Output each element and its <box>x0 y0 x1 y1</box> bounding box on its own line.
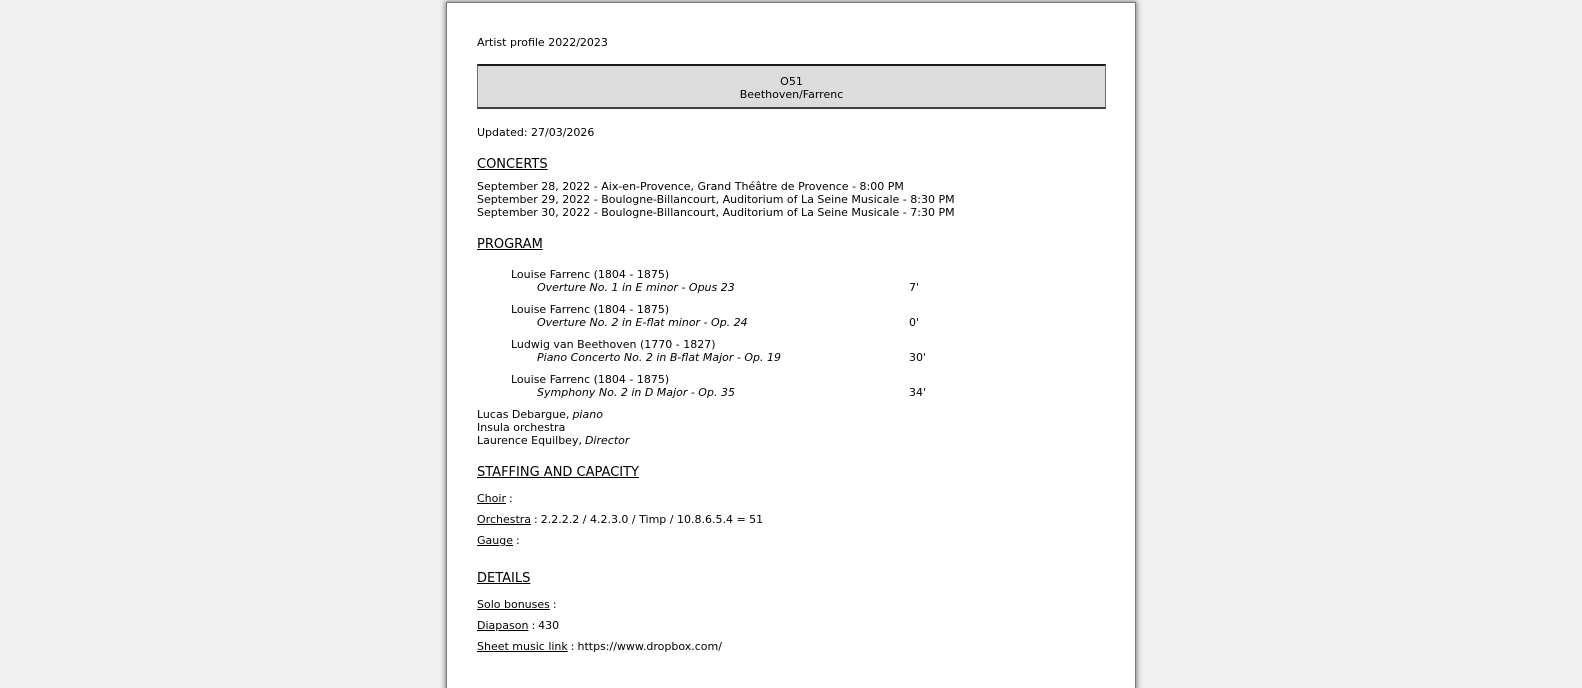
row-label: Sheet music link <box>477 640 568 653</box>
details-row-diapason <box>477 619 1106 632</box>
program-heading: PROGRAM <box>477 237 543 252</box>
credit-name: Lucas Debargue, <box>477 408 570 421</box>
staffing-row-choir <box>477 492 1106 505</box>
credit-line <box>477 408 1106 421</box>
colon-separator: : <box>516 534 520 547</box>
work-title: Overture No. 2 in E-flat minor - Op. 24 <box>537 316 748 329</box>
credits <box>477 408 1106 447</box>
work-line <box>477 351 1106 364</box>
work-line <box>477 386 1106 399</box>
row-label: Diapason <box>477 619 529 632</box>
colon-separator: : <box>570 640 575 653</box>
composer-name: Ludwig van Beethoven (1770 - 1827) <box>511 338 716 351</box>
credit-line <box>477 434 1106 447</box>
program-entry <box>477 338 1106 364</box>
document-page <box>446 2 1136 688</box>
staffing-row-gauge <box>477 534 1106 547</box>
colon-separator: : <box>531 619 536 632</box>
work-duration: 0' <box>909 316 920 329</box>
program-entry <box>477 373 1106 399</box>
composer-name: Louise Farrenc (1804 - 1875) <box>511 373 670 386</box>
document-content <box>447 3 1135 653</box>
details-heading: DETAILS <box>477 571 531 586</box>
details-rows <box>477 598 1106 653</box>
row-value: 2.2.2.2 / 4.2.3.0 / Timp / 10.8.6.5.4 = 51 <box>540 513 764 526</box>
work-title: Piano Concerto No. 2 in B-flat Major - Op. 19 <box>537 351 781 364</box>
program-composers: Beethoven/Farrenc <box>739 88 844 101</box>
concert-item: September 30, 2022 - Boulogne-Billancourt, Auditorium of La Seine Musicale - 7:30 PM <box>477 206 955 219</box>
work-duration: 30' <box>909 351 927 364</box>
work-title: Symphony No. 2 in D Major - Op. 35 <box>537 386 735 399</box>
staffing-heading: STAFFING AND CAPACITY <box>477 465 639 480</box>
concert-item: September 28, 2022 - Aix-en-Provence, Grand Théâtre de Provence - 8:00 PM <box>477 180 904 193</box>
credit-line <box>477 421 1106 434</box>
staffing-rows <box>477 492 1106 547</box>
colon-separator: : <box>508 492 513 505</box>
work-duration: 7' <box>909 281 920 294</box>
concert-list <box>477 180 1106 219</box>
concerts-heading: CONCERTS <box>477 157 548 172</box>
program-entry <box>477 268 1106 294</box>
program-entries <box>477 268 1106 399</box>
credit-role: Director <box>584 434 630 447</box>
sheet-music-url: https://www.dropbox.com/ <box>577 640 722 653</box>
details-row-sheet-music-link <box>477 640 1106 653</box>
program-code: O51 <box>780 75 803 88</box>
work-duration: 34' <box>909 386 927 399</box>
program-entry <box>477 303 1106 329</box>
row-label: Orchestra <box>477 513 532 526</box>
colon-separator: : <box>552 598 557 611</box>
row-label: Choir <box>477 492 506 505</box>
row-label: Solo bonuses <box>477 598 550 611</box>
work-line <box>477 316 1106 329</box>
concert-item: September 29, 2022 - Boulogne-Billancourt, Auditorium of La Seine Musicale - 8:30 PM <box>477 193 955 206</box>
artist-profile-label: Artist profile 2022/2023 <box>477 36 608 49</box>
credit-role: piano <box>572 408 603 421</box>
work-line <box>477 281 1106 294</box>
colon-separator: : <box>534 513 538 526</box>
program-title-box <box>477 64 1106 109</box>
credit-name: Laurence Equilbey, <box>477 434 582 447</box>
row-label: Gauge <box>477 534 513 547</box>
composer-name: Louise Farrenc (1804 - 1875) <box>511 303 670 316</box>
row-value: 430 <box>538 619 560 632</box>
composer-name: Louise Farrenc (1804 - 1875) <box>511 268 670 281</box>
updated-date: Updated: 27/03/2026 <box>477 126 595 139</box>
credit-name: Insula orchestra <box>477 421 566 434</box>
staffing-row-orchestra <box>477 513 1106 526</box>
details-row-solo-bonuses <box>477 598 1106 611</box>
work-title: Overture No. 1 in E minor - Opus 23 <box>537 281 735 294</box>
